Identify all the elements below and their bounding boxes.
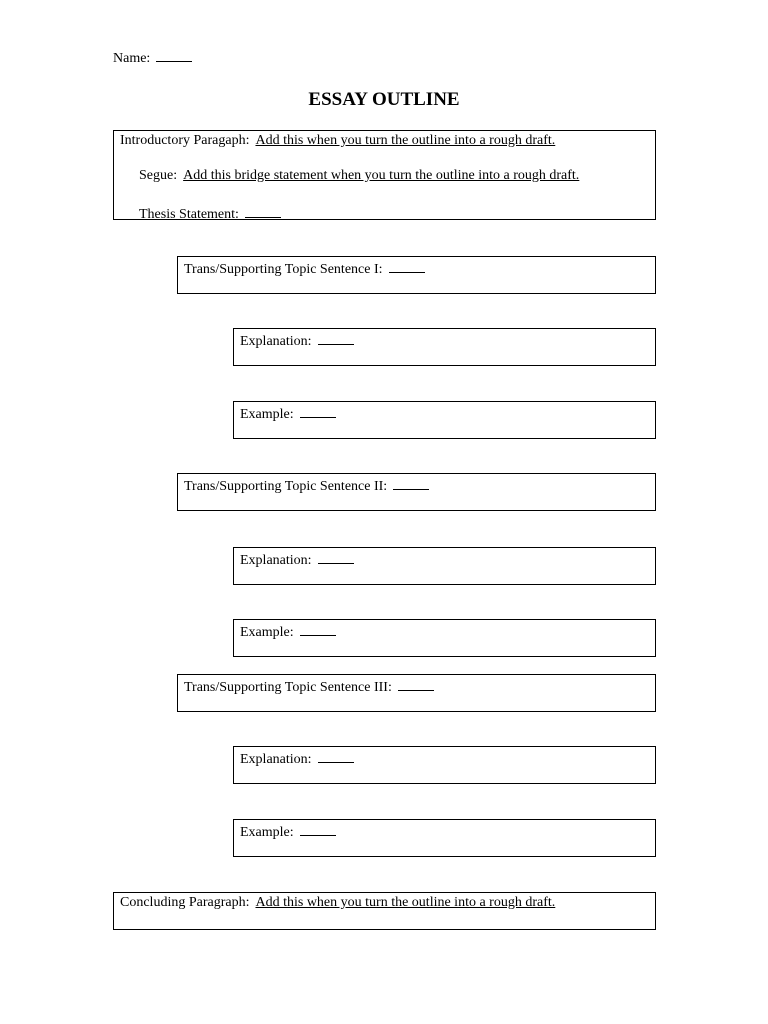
intro-row [120, 133, 555, 149]
intro-instruction: Add this when you turn the outline into a rough draft. [255, 133, 556, 148]
example-blank-1[interactable] [300, 404, 336, 418]
intro-box [113, 130, 656, 220]
topic-label-3: Trans/Supporting Topic Sentence III: [184, 680, 392, 695]
topic-box-2 [177, 473, 656, 511]
example-box-3 [233, 819, 656, 857]
example-box-2 [233, 619, 656, 657]
name-field [113, 48, 192, 67]
explanation-blank-2[interactable] [318, 550, 354, 564]
thesis-label: Thesis Statement: [139, 207, 239, 222]
topic-blank-3[interactable] [398, 677, 434, 691]
topic-label-1: Trans/Supporting Topic Sentence I: [184, 262, 383, 277]
conclusion-instruction: Add this when you turn the outline into a rough draft. [255, 895, 556, 910]
explanation-label-2: Explanation: [240, 553, 312, 568]
explanation-label-3: Explanation: [240, 752, 312, 767]
explanation-blank-3[interactable] [318, 749, 354, 763]
topic-label-2: Trans/Supporting Topic Sentence II: [184, 479, 388, 494]
example-blank-2[interactable] [300, 622, 336, 636]
segue-instruction: Add this bridge statement when you turn the outline into a rough draft. [183, 168, 580, 183]
explanation-label-1: Explanation: [240, 334, 312, 349]
conclusion-box [113, 892, 656, 930]
thesis-row [139, 204, 281, 223]
name-blank[interactable] [156, 48, 192, 62]
name-label: Name: [113, 51, 151, 66]
explanation-blank-1[interactable] [318, 331, 354, 345]
segue-label: Segue: [139, 168, 178, 183]
thesis-blank[interactable] [245, 204, 281, 218]
topic-box-3 [177, 674, 656, 712]
explanation-box-3 [233, 746, 656, 784]
explanation-box-2 [233, 547, 656, 585]
topic-box-1 [177, 256, 656, 294]
explanation-box-1 [233, 328, 656, 366]
page-title: ESSAY OUTLINE [308, 89, 460, 110]
conclusion-label: Concluding Paragraph: [120, 895, 250, 910]
example-box-1 [233, 401, 656, 439]
example-label-1: Example: [240, 407, 294, 422]
intro-label: Introductory Paragaph: [120, 133, 250, 148]
topic-blank-1[interactable] [389, 259, 425, 273]
example-blank-3[interactable] [300, 822, 336, 836]
example-label-3: Example: [240, 825, 294, 840]
example-label-2: Example: [240, 625, 294, 640]
segue-row [139, 168, 579, 184]
topic-blank-2[interactable] [393, 476, 429, 490]
